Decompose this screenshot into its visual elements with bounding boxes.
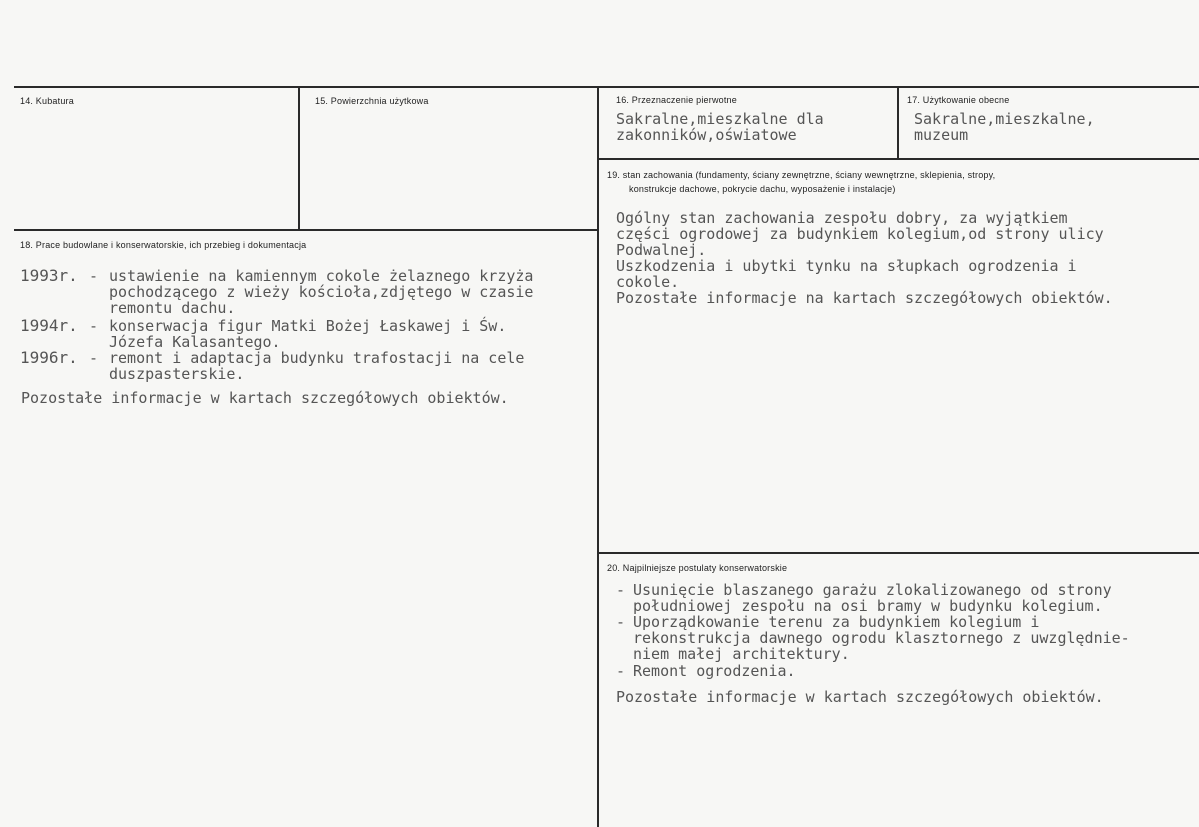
field-17-value: Sakralne,mieszkalne, muzeum bbox=[914, 110, 1095, 144]
rule-below-f16-f17 bbox=[598, 158, 1199, 160]
postulate-text: Uporządkowanie terenu za budynkiem kolegium i rekonstrukcja dawnego ogrodu klasztornego z uwzględnie- niem małej architektury. bbox=[633, 613, 1130, 663]
divider-f14-f15 bbox=[298, 88, 300, 229]
dash-marker: - bbox=[89, 267, 99, 285]
work-entry-text: konserwacja figur Matki Bożej Łaskawej i Św. Józefa Kalasantego. bbox=[109, 317, 507, 351]
field-17-label: 17. Użytkowanie obecne bbox=[907, 95, 1010, 105]
field-18-note: Pozostałe informacje w kartach szczegółowych obiektów. bbox=[21, 389, 509, 407]
field-16-label: 16. Przeznaczenie pierwotne bbox=[616, 95, 737, 105]
field-16-value: Sakralne,mieszkalne dla zakonników,oświatowe bbox=[616, 110, 824, 144]
field-19-value: Ogólny stan zachowania zespołu dobry, za wyjątkiem części ogrodowej za budynkiem kolegium,od strony ulicy Podwalnej. Uszkodzenia i ubytki tynku na słupkach ogrodzenia i cokole. Pozostałe informacje na kartach szczegółowych obiektów. bbox=[616, 209, 1113, 307]
top-rule bbox=[14, 86, 1199, 88]
dash-marker: - bbox=[616, 581, 626, 599]
field-18-label: 18. Prace budowlane i konserwatorskie, ich przebieg i dokumentacja bbox=[20, 240, 307, 250]
field-15-label: 15. Powierzchnia użytkowa bbox=[315, 96, 429, 106]
work-entry-year: 1993r. bbox=[20, 266, 78, 285]
field-20-note: Pozostałe informacje w kartach szczegółowych obiektów. bbox=[616, 688, 1104, 706]
work-entry-year: 1994r. bbox=[20, 316, 78, 335]
rule-above-f20 bbox=[598, 552, 1199, 554]
field-19-label-line2: konstrukcje dachowe, pokrycie dachu, wyposażenie i instalacje) bbox=[629, 184, 896, 194]
dash-marker: - bbox=[89, 317, 99, 335]
work-entry-text: remont i adaptacja budynku trafostacji na cele duszpasterskie. bbox=[109, 349, 525, 383]
work-entry-year: 1996r. bbox=[20, 348, 78, 367]
dash-marker: - bbox=[616, 662, 626, 680]
dash-marker: - bbox=[89, 349, 99, 367]
postulate-text: Remont ogrodzenia. bbox=[633, 662, 796, 680]
postulate-text: Usunięcie blaszanego garażu zlokalizowanego od strony południowej zespołu na osi bramy w budynku kolegium. bbox=[633, 581, 1112, 615]
dash-marker: - bbox=[616, 613, 626, 631]
field-14-label: 14. Kubatura bbox=[20, 96, 74, 106]
rule-below-f14-f15 bbox=[14, 229, 598, 231]
field-20-label: 20. Najpilniejsze postulaty konserwatorskie bbox=[607, 563, 788, 573]
field-19-label: 19. stan zachowania (fundamenty, ściany zewnętrzne, ściany wewnętrzne, sklepienia, stropy, bbox=[607, 170, 996, 180]
divider-f16-f17 bbox=[897, 88, 899, 158]
work-entry-text: ustawienie na kamiennym cokole żelaznego krzyża pochodzącego z wieży kościoła,zdjętego w czasie remontu dachu. bbox=[109, 267, 534, 317]
divider-left-right bbox=[597, 88, 599, 827]
